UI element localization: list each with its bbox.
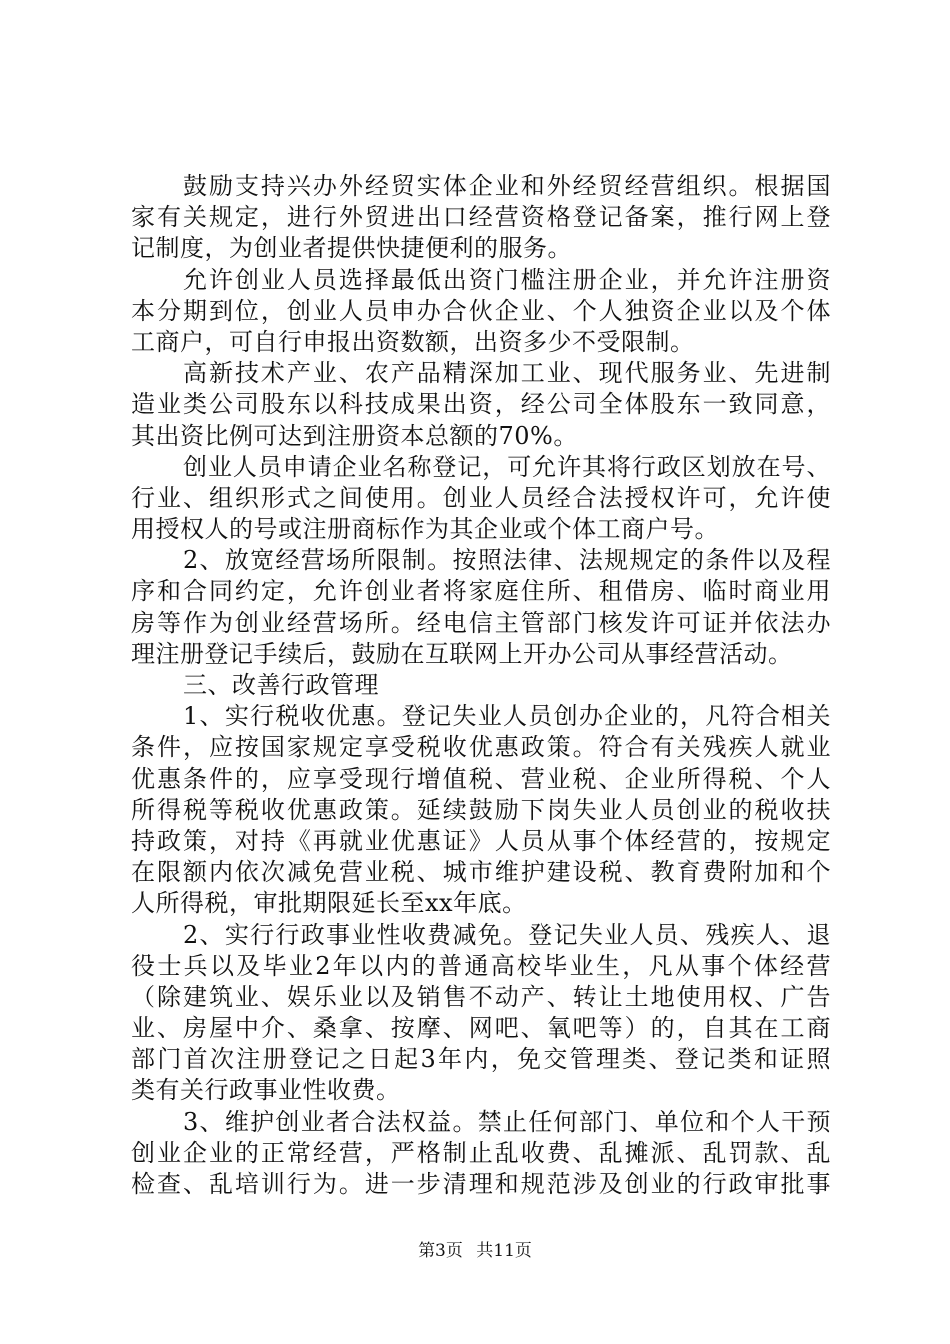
text-line: 业、房屋中介、桑拿、按摩、网吧、氧吧等）的，自其在工商	[131, 1014, 831, 1043]
text-line: 用授权人的号或注册商标作为其企业或个体工商户号。	[131, 515, 719, 544]
text-line: 检查、乱培训行为。进一步清理和规范涉及创业的行政审批事	[131, 1170, 831, 1198]
document-body	[131, 171, 831, 1200]
text-line: 家有关规定，进行外贸进出口经营资格登记备案，推行网上登	[131, 203, 831, 232]
page-total: 共11页	[476, 1241, 532, 1261]
text-line: 创业企业的正常经营，严格制止乱收费、乱摊派、乱罚款、乱	[131, 1138, 831, 1167]
text-line: 役士兵以及毕业2年以内的普通高校毕业生，凡从事个体经营	[131, 951, 831, 980]
text-line: 行业、组织形式之间使用。创业人员经合法授权许可，允许使	[131, 483, 831, 512]
text-line: 理注册登记手续后，鼓励在互联网上开办公司从事经营活动。	[131, 639, 793, 668]
page-footer	[0, 1240, 950, 1262]
page-number: 第3页	[418, 1241, 463, 1261]
text-line: 三、改善行政管理	[183, 671, 379, 699]
text-line: 记制度，为创业者提供快捷便利的服务。	[131, 234, 572, 263]
text-line: （除建筑业、娱乐业以及销售不动产、转让土地使用权、广告	[131, 982, 831, 1011]
text-line: 工商户，可自行申报出资数额，出资多少不受限制。	[131, 327, 695, 356]
text-line: 允许创业人员选择最低出资门槛注册企业，并允许注册资	[183, 265, 831, 294]
text-line: 条件，应按国家规定享受税收优惠政策。符合有关残疾人就业	[131, 733, 831, 762]
text-line: 2、放宽经营场所限制。按照法律、法规规定的条件以及程	[183, 546, 831, 575]
text-line: 本分期到位，创业人员申办合伙企业、个人独资企业以及个体	[131, 296, 831, 325]
text-line: 部门首次注册登记之日起3年内，免交管理类、登记类和证照	[131, 1045, 831, 1074]
text-line: 2、实行行政事业性收费减免。登记失业人员、残疾人、退	[183, 920, 831, 949]
text-line: 鼓励支持兴办外经贸实体企业和外经贸经营组织。根据国	[183, 172, 831, 200]
text-line: 房等作为创业经营场所。经电信主管部门核发许可证并依法办	[131, 608, 831, 637]
text-line: 其出资比例可达到注册资本总额的70%。	[131, 421, 578, 450]
text-line: 序和合同约定，允许创业者将家庭住所、租借房、临时商业用	[131, 577, 831, 606]
text-line: 优惠条件的，应享受现行增值税、营业税、企业所得税、个人	[131, 764, 831, 793]
text-line: 在限额内依次减免营业税、城市维护建设税、教育费附加和个	[131, 858, 831, 887]
text-line: 人所得税，审批期限延长至xx年底。	[131, 889, 527, 918]
text-line: 所得税等税收优惠政策。延续鼓励下岗失业人员创业的税收扶	[131, 795, 831, 824]
text-line: 造业类公司股东以科技成果出资，经公司全体股东一致同意，	[131, 390, 831, 419]
text-line: 类有关行政事业性收费。	[131, 1076, 401, 1105]
text-line: 1、实行税收优惠。登记失业人员创办企业的，凡符合相关	[183, 702, 831, 731]
text-line: 3、维护创业者合法权益。禁止任何部门、单位和个人干预	[183, 1107, 831, 1136]
text-line: 高新技术产业、农产品精深加工业、现代服务业、先进制	[183, 359, 831, 388]
text-line: 创业人员申请企业名称登记，可允许其将行政区划放在号、	[183, 452, 831, 481]
text-line: 持政策，对持《再就业优惠证》人员从事个体经营的，按规定	[131, 826, 831, 855]
